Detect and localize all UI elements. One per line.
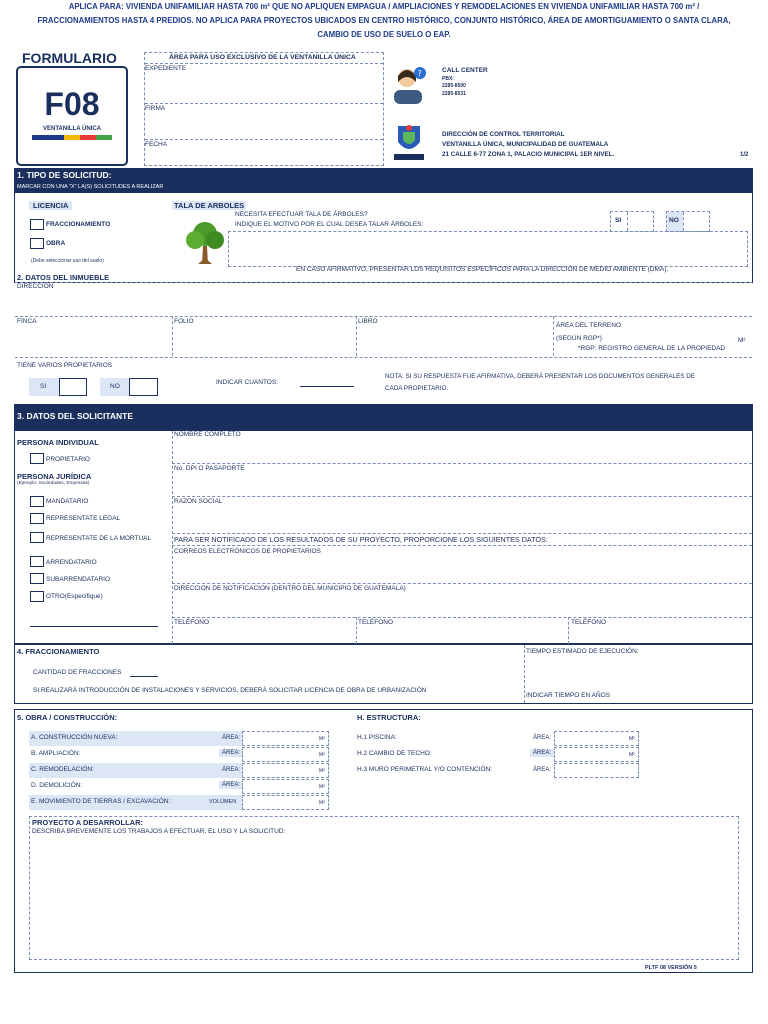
obra-row-d-field[interactable] (242, 779, 329, 794)
tala-no-box[interactable] (666, 211, 710, 232)
obra-row-a (29, 731, 242, 746)
exclusive-area-title: ÁREA PARA USO EXCLUSIVO DE LA VENTANILLA ÚNICA (169, 54, 356, 61)
estructura-row-1 (355, 731, 554, 746)
dept-label: DIRECCIÓN DE CONTROL TERRITORIAL (442, 131, 565, 138)
header-line-1: APLICA PARA: VIVIENDA UNIFAMILIAR HASTA 700 m² QUE NO APLIQUEN EMPAGUA / AMPLIACIONES Y REMODELACIONES EN VIVIENDA UNIFAMILIAR HASTA 700 m² / (68, 2, 700, 11)
obra-row-b-unit-label: ÁREA: (219, 749, 243, 757)
direccion-label: DIRECCIÓN (17, 283, 54, 290)
version-label: PLTF 08 VERSIÓN 5 (645, 965, 697, 971)
obra-row-c-label: C. REMODELACIÓN: (31, 766, 94, 773)
estructura-row-1-unit-label: ÁREA: (533, 735, 552, 741)
licencia-label: LICENCIA (29, 201, 72, 210)
proyecto-title: PROYECTO A DESARROLLAR: (32, 818, 143, 827)
nombre-label: NOMBRE COMPLETO (174, 431, 241, 438)
obra-row-c (29, 763, 242, 778)
logo-text: VENTANILLA ÚNICA (43, 126, 101, 132)
otro-field[interactable] (30, 626, 158, 627)
cuantos-field[interactable] (300, 386, 354, 387)
proyecto-box[interactable] (29, 816, 739, 960)
razon-label: RAZON SOCIAL (174, 498, 223, 505)
anios-label: INDICAR TIEMPO EN AÑOS (526, 692, 611, 699)
obra-row-c-unit-label: ÁREA: (222, 767, 241, 773)
obra-checkbox[interactable] (30, 238, 44, 249)
obra-row-b-label: B. AMPLIACIÓN: (31, 750, 81, 757)
tala-label: TALA DE ARBOLES (174, 201, 245, 210)
arrendatario-checkbox[interactable] (30, 556, 44, 567)
libro-label: LIBRO (358, 318, 378, 325)
telefono-1-label: TELÉFONO (174, 619, 210, 626)
cuantos-label: INDICAR CUANTOS: (216, 379, 278, 386)
phone-1: 2285-8500 (442, 83, 466, 89)
estructura-row-2-field[interactable] (554, 747, 639, 762)
varios-label: TIENE VARIOS PROPIETARIOS (17, 362, 113, 369)
cantidad-field[interactable] (130, 676, 158, 677)
telefono-2-label: TELÉFONO (358, 619, 394, 626)
folio-label: FOLIO (174, 318, 194, 325)
pbx-label: PBX: (442, 76, 454, 82)
rep-legal-checkbox[interactable] (30, 513, 44, 524)
otro-label: OTRO(Especifique) (46, 593, 103, 600)
obra-row-e (29, 795, 242, 810)
section-1-title: 1. TIPO DE SOLICITUD: (17, 170, 112, 180)
estructura-row-2 (355, 747, 554, 762)
area-unit: M² (738, 337, 746, 344)
call-center-label: CALL CENTER (442, 67, 488, 74)
estructura-row-2-label: H.2 CAMBIO DE TECHO: (357, 750, 432, 757)
proyecto-describe: DESCRIBA BREVEMENTE LOS TRABAJOS A EFECTUAR, EL USO Y LA SOLICITUD: (32, 828, 286, 835)
estructura-title: H. ESTRUCTURA: (357, 713, 421, 722)
direccion-field[interactable] (16, 291, 752, 315)
obra-row-c-field[interactable] (242, 763, 329, 778)
rep-legal-label: REPRESENTATE LEGAL (46, 515, 121, 522)
estructura-row-2-unit: M² (629, 752, 635, 758)
varios-si-label: SI (29, 378, 87, 396)
exclusive-area-box (144, 52, 384, 166)
obra-row-a-field[interactable] (242, 731, 329, 746)
fecha-label: FECHA (145, 141, 168, 148)
dpi-label: No. DPI O PASAPORTE (174, 465, 245, 472)
cantidad-label: CANTIDAD DE FRACCIONES (33, 669, 122, 676)
expediente-label: EXPEDIENTE (145, 65, 187, 72)
tala-si-box[interactable] (610, 211, 654, 232)
otro-checkbox[interactable] (30, 591, 44, 602)
municipal-seal-icon (390, 122, 428, 164)
obra-row-b-unit: M² (319, 752, 325, 758)
propietario-label: PROPIETARIO (46, 456, 90, 463)
subarrendatario-label: SUBARRENDATARIO (46, 576, 111, 583)
obra-row-c-unit: M² (319, 768, 325, 774)
juridica-example: (Ejemplo: Sociedades, Empresas) (17, 481, 90, 486)
tala-dma-note: EN CASO AFIRMATIVO, PRESENTAR LOS REQUISITOS ESPECÍFICOS PARA LA DIRECCIÓN DE MEDIO AMBIENTE (DMA). (296, 266, 669, 273)
propietario-checkbox[interactable] (30, 453, 44, 464)
estructura-row-1-label: H.1 PISCINA: (357, 734, 397, 741)
section-4 (14, 644, 753, 704)
form-title: FORMULARIO (22, 50, 117, 66)
correos-label: CORREOS ELECTRÓNICOS DE PROPIETARIOS (174, 548, 321, 555)
fraccionamiento-checkbox[interactable] (30, 219, 44, 230)
nombre-field[interactable] (174, 440, 752, 462)
obra-row-d-unit-label: ÁREA: (219, 781, 243, 789)
page-number: 1/2 (740, 152, 749, 158)
firma-label: FIRMA (145, 105, 166, 112)
obra-row-d-label: D. DEMOLICIÓN: (31, 782, 83, 789)
obra-row-e-unit: M³ (319, 800, 325, 806)
telefono-3-label: TELÉFONO (571, 619, 607, 626)
dir-notif-label: DIRECCION DE NOTIFICACION (DENTRO DEL MUNICIPIO DE GUATEMALA) (174, 585, 406, 592)
varios-no-label: NO (100, 378, 158, 396)
dpi-field[interactable] (174, 474, 752, 496)
section-5-title: 5. OBRA / CONSTRUCCIÓN: (17, 713, 118, 722)
area-terreno-label: ÁREA DEL TERRENO (556, 322, 622, 329)
finca-label: FINCA (17, 318, 37, 325)
obra-label: OBRA (46, 240, 66, 247)
header-line-3: CAMBIO DE USO DE SUELO O EAP. (317, 30, 451, 39)
fraccionamiento-label: FRACCIONAMIENTO (46, 221, 111, 228)
tala-question-2: INDIQUE EL MOTIVO POR EL CUAL DESEA TALAR ÁRBOLES: (235, 221, 424, 228)
juridica-label: PERSONA JURÍDICA (17, 472, 92, 481)
razon-field[interactable] (174, 507, 752, 531)
varios-note-2: CADA PROPIETARIO. (385, 385, 449, 392)
area-rgp-label: (SEGÚN RGP*) (556, 335, 602, 342)
varios-note-1: NOTA: SI SU RESPUESTA FUE AFIRMATIVA, DEBERÁ PRESENTAR LOS DOCUMENTOS GENERALES DE (385, 373, 696, 380)
org-label: VENTANILLA ÚNICA, MUNICIPALIDAD DE GUATEMALA (442, 141, 609, 148)
subarrendatario-checkbox[interactable] (30, 573, 44, 584)
tala-question-1: NECESITA EFECTUAR TALA DE ÁRBOLES? (235, 211, 368, 218)
tree-icon (184, 220, 226, 266)
varios-si-box[interactable] (59, 378, 87, 396)
obra-note: (Debe seleccionar uso del suelo) (31, 258, 104, 264)
notificado-label: PARA SER NOTIFICADO DE LOS RESULTADOS DE SU PROYECTO, PROPORCIONE LOS SIGUIENTES DATOS: (174, 535, 548, 544)
obra-row-b-field[interactable] (242, 747, 329, 762)
estructura-row-2-unit-label: ÁREA: (530, 749, 554, 757)
svg-text:?: ? (417, 69, 422, 78)
mandatario-label: MANDATARIO (46, 498, 89, 505)
form-badge (16, 66, 128, 166)
estructura-row-3-label: H.3 MURO PERIMETRAL Y/O CONTENCIÓN: (357, 766, 493, 773)
address-label: 21 CALLE 6-77 ZONA 1, PALACIO MUNICIPAL 1ER NIVEL. (442, 151, 615, 158)
form-code: F08 (44, 86, 100, 122)
dir-notif-field[interactable] (174, 594, 752, 616)
obra-row-b (29, 747, 242, 762)
estructura-row-3 (355, 763, 554, 778)
obra-row-d (29, 779, 242, 794)
arrendatario-label: ARRENDATARIO (46, 559, 97, 566)
tala-si-label: SI (615, 217, 622, 224)
section-3-title: 3. DATOS DEL SOLICITANTE (17, 411, 134, 421)
estructura-row-3-unit-label: ÁREA: (533, 767, 552, 773)
section-3-bar (15, 405, 752, 431)
tala-motivo-field[interactable] (228, 231, 748, 267)
correos-field[interactable] (174, 557, 752, 581)
obra-row-e-unit-label: VOLÚMEN (209, 799, 237, 805)
estructura-row-3-field[interactable] (554, 763, 639, 778)
header-line-2: FRACCIONAMIENTOS HASTA 4 PREDIOS. NO APLICA PARA PROYECTOS UBICADOS EN CENTRO HISTÓRICO, CONJUNTO HISTÓRICO, ÁREA DE AMORTIGUAMIENTO O SANTA CLARA, (37, 16, 731, 25)
tala-no-label: NO (667, 212, 683, 231)
logo-stripe (32, 135, 112, 140)
section-1-bar (15, 169, 752, 193)
tiempo-label: TIEMPO ESTIMADO DE EJECUCIÓN: (526, 648, 639, 655)
section-2-title: 2. DATOS DEL INMUEBLE (17, 273, 110, 282)
mandatario-checkbox[interactable] (30, 496, 44, 507)
obra-row-d-unit: M² (319, 784, 325, 790)
section-1-subtitle: MARCAR CON UNA "X" LA(S) SOLICITUDES A REALIZAR (17, 184, 164, 190)
obra-row-e-field[interactable] (242, 795, 329, 810)
rep-mortual-label: REPRESENTATE DE LA MORTUAL (46, 535, 152, 542)
phone-2: 2285-8531 (442, 91, 466, 97)
section-4-title: 4. FRACCIONAMIENTO (17, 647, 100, 656)
rgp-note: *RGP: REGISTRO GENERAL DE LA PROPIEDAD (578, 345, 726, 352)
rep-mortual-checkbox[interactable] (30, 532, 44, 543)
instalaciones-note: SI REALIZARÁ INTRODUCCIÓN DE INSTALACIONES Y SERVICIOS, DEBERÁ SOLICITAR LICENCIA DE OBRA DE URBANIZACIÓN (33, 687, 427, 694)
call-center-icon (390, 64, 428, 106)
individual-label: PERSONA INDIVIDUAL (17, 438, 99, 447)
estructura-row-1-unit: M² (629, 736, 635, 742)
obra-row-e-label: E. MOVIMIENTO DE TIERRAS / EXCAVACIÓN: (31, 798, 171, 805)
obra-row-a-unit-label: ÁREA: (222, 735, 241, 741)
obra-row-a-unit: M² (319, 736, 325, 742)
varios-no-box[interactable] (129, 378, 158, 396)
obra-row-a-label: A. CONSTRUCCIÓN NUEVA: (31, 734, 118, 741)
estructura-row-1-field[interactable] (554, 731, 639, 746)
